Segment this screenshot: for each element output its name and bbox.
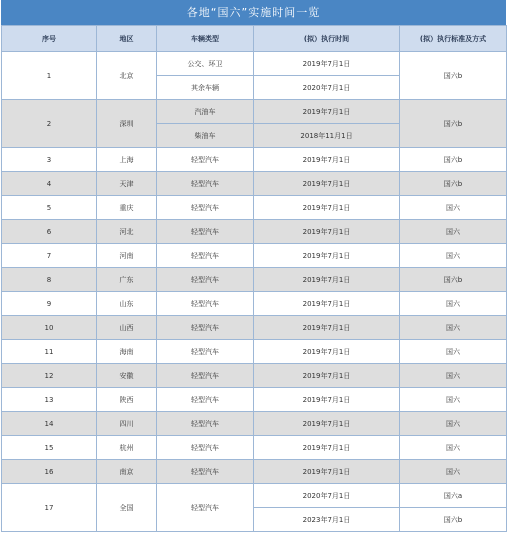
cell-type: 轻型汽车: [157, 340, 254, 364]
table-row: [2, 460, 507, 484]
cell-type: 其余车辆: [157, 76, 254, 100]
cell-date: 2020年7月1日: [254, 484, 400, 508]
cell-date: 2019年7月1日: [254, 340, 400, 364]
cell-region: 全国: [97, 484, 157, 532]
header-no: 序号: [2, 26, 97, 52]
cell-region: 河北: [97, 220, 157, 244]
cell-date: 2019年7月1日: [254, 460, 400, 484]
table-container: [1, 0, 506, 533]
cell-standard: 国六: [400, 388, 507, 412]
cell-standard: 国六: [400, 436, 507, 460]
cell-type: 柴油车: [157, 124, 254, 148]
table-row: [2, 100, 507, 124]
table-row: [2, 436, 507, 460]
header-date: (拟）执行时间: [254, 26, 400, 52]
cell-no: 7: [2, 244, 97, 268]
cell-no: 12: [2, 364, 97, 388]
table-row: [2, 220, 507, 244]
table-row: [2, 148, 507, 172]
implementation-table: [1, 25, 507, 532]
cell-standard: 国六: [400, 220, 507, 244]
cell-type: 轻型汽车: [157, 460, 254, 484]
cell-region: 天津: [97, 172, 157, 196]
cell-type: 公交、环卫: [157, 52, 254, 76]
cell-date: 2019年7月1日: [254, 316, 400, 340]
cell-no: 10: [2, 316, 97, 340]
table-row: [2, 340, 507, 364]
cell-standard: 国六: [400, 340, 507, 364]
cell-region: 广东: [97, 268, 157, 292]
cell-standard: 国六: [400, 244, 507, 268]
table-row: [2, 364, 507, 388]
cell-date: 2019年7月1日: [254, 148, 400, 172]
cell-type: 轻型汽车: [157, 148, 254, 172]
cell-type: 轻型汽车: [157, 436, 254, 460]
table-row: [2, 484, 507, 508]
cell-standard: 国六: [400, 196, 507, 220]
cell-no: 3: [2, 148, 97, 172]
cell-type: 汽油车: [157, 100, 254, 124]
cell-standard: 国六a: [400, 484, 507, 508]
cell-date: 2019年7月1日: [254, 100, 400, 124]
cell-no: 6: [2, 220, 97, 244]
cell-no: 1: [2, 52, 97, 100]
cell-type: 轻型汽车: [157, 244, 254, 268]
cell-type: 轻型汽车: [157, 220, 254, 244]
table-row: [2, 412, 507, 436]
table-row: [2, 172, 507, 196]
cell-standard: 国六: [400, 364, 507, 388]
cell-date: 2020年7月1日: [254, 76, 400, 100]
table-row: [2, 292, 507, 316]
cell-type: 轻型汽车: [157, 484, 254, 532]
cell-standard: 国六: [400, 412, 507, 436]
cell-standard: 国六: [400, 292, 507, 316]
cell-region: 深圳: [97, 100, 157, 148]
cell-standard: 国六b: [400, 148, 507, 172]
cell-standard: 国六b: [400, 172, 507, 196]
cell-date: 2019年7月1日: [254, 364, 400, 388]
cell-date: 2019年7月1日: [254, 220, 400, 244]
cell-type: 轻型汽车: [157, 364, 254, 388]
cell-region: 上海: [97, 148, 157, 172]
header-standard: (拟）执行标准及方式: [400, 26, 507, 52]
cell-no: 17: [2, 484, 97, 532]
cell-date: 2023年7月1日: [254, 508, 400, 532]
cell-date: 2019年7月1日: [254, 244, 400, 268]
table-row: [2, 316, 507, 340]
table-row: [2, 244, 507, 268]
cell-region: 安徽: [97, 364, 157, 388]
cell-no: 15: [2, 436, 97, 460]
table-row: [2, 388, 507, 412]
cell-date: 2019年7月1日: [254, 268, 400, 292]
cell-region: 北京: [97, 52, 157, 100]
cell-date: 2019年7月1日: [254, 292, 400, 316]
header-row: [2, 26, 507, 52]
cell-region: 南京: [97, 460, 157, 484]
cell-region: 山西: [97, 316, 157, 340]
cell-type: 轻型汽车: [157, 316, 254, 340]
cell-date: 2019年7月1日: [254, 412, 400, 436]
cell-type: 轻型汽车: [157, 388, 254, 412]
cell-date: 2019年7月1日: [254, 196, 400, 220]
cell-no: 13: [2, 388, 97, 412]
cell-region: 重庆: [97, 196, 157, 220]
cell-date: 2018年11月1日: [254, 124, 400, 148]
table-row: [2, 196, 507, 220]
cell-no: 4: [2, 172, 97, 196]
cell-standard: 国六b: [400, 508, 507, 532]
cell-region: 海南: [97, 340, 157, 364]
table-row: [2, 268, 507, 292]
cell-region: 四川: [97, 412, 157, 436]
header-vehicle-type: 车辆类型: [157, 26, 254, 52]
cell-date: 2019年7月1日: [254, 172, 400, 196]
cell-type: 轻型汽车: [157, 292, 254, 316]
cell-no: 2: [2, 100, 97, 148]
cell-no: 9: [2, 292, 97, 316]
cell-region: 河南: [97, 244, 157, 268]
cell-type: 轻型汽车: [157, 412, 254, 436]
cell-type: 轻型汽车: [157, 196, 254, 220]
table-row: [2, 52, 507, 76]
cell-date: 2019年7月1日: [254, 388, 400, 412]
cell-no: 5: [2, 196, 97, 220]
cell-date: 2019年7月1日: [254, 436, 400, 460]
cell-region: 陕西: [97, 388, 157, 412]
cell-no: 16: [2, 460, 97, 484]
table-title: 各地“国六”实施时间一览: [1, 0, 506, 25]
cell-standard: 国六: [400, 316, 507, 340]
cell-standard: 国六: [400, 460, 507, 484]
header-region: 地区: [97, 26, 157, 52]
cell-standard: 国六b: [400, 268, 507, 292]
cell-date: 2019年7月1日: [254, 52, 400, 76]
cell-type: 轻型汽车: [157, 268, 254, 292]
cell-no: 8: [2, 268, 97, 292]
cell-type: 轻型汽车: [157, 172, 254, 196]
cell-no: 14: [2, 412, 97, 436]
cell-standard: 国六b: [400, 100, 507, 148]
cell-region: 山东: [97, 292, 157, 316]
cell-standard: 国六b: [400, 52, 507, 100]
cell-region: 杭州: [97, 436, 157, 460]
cell-no: 11: [2, 340, 97, 364]
